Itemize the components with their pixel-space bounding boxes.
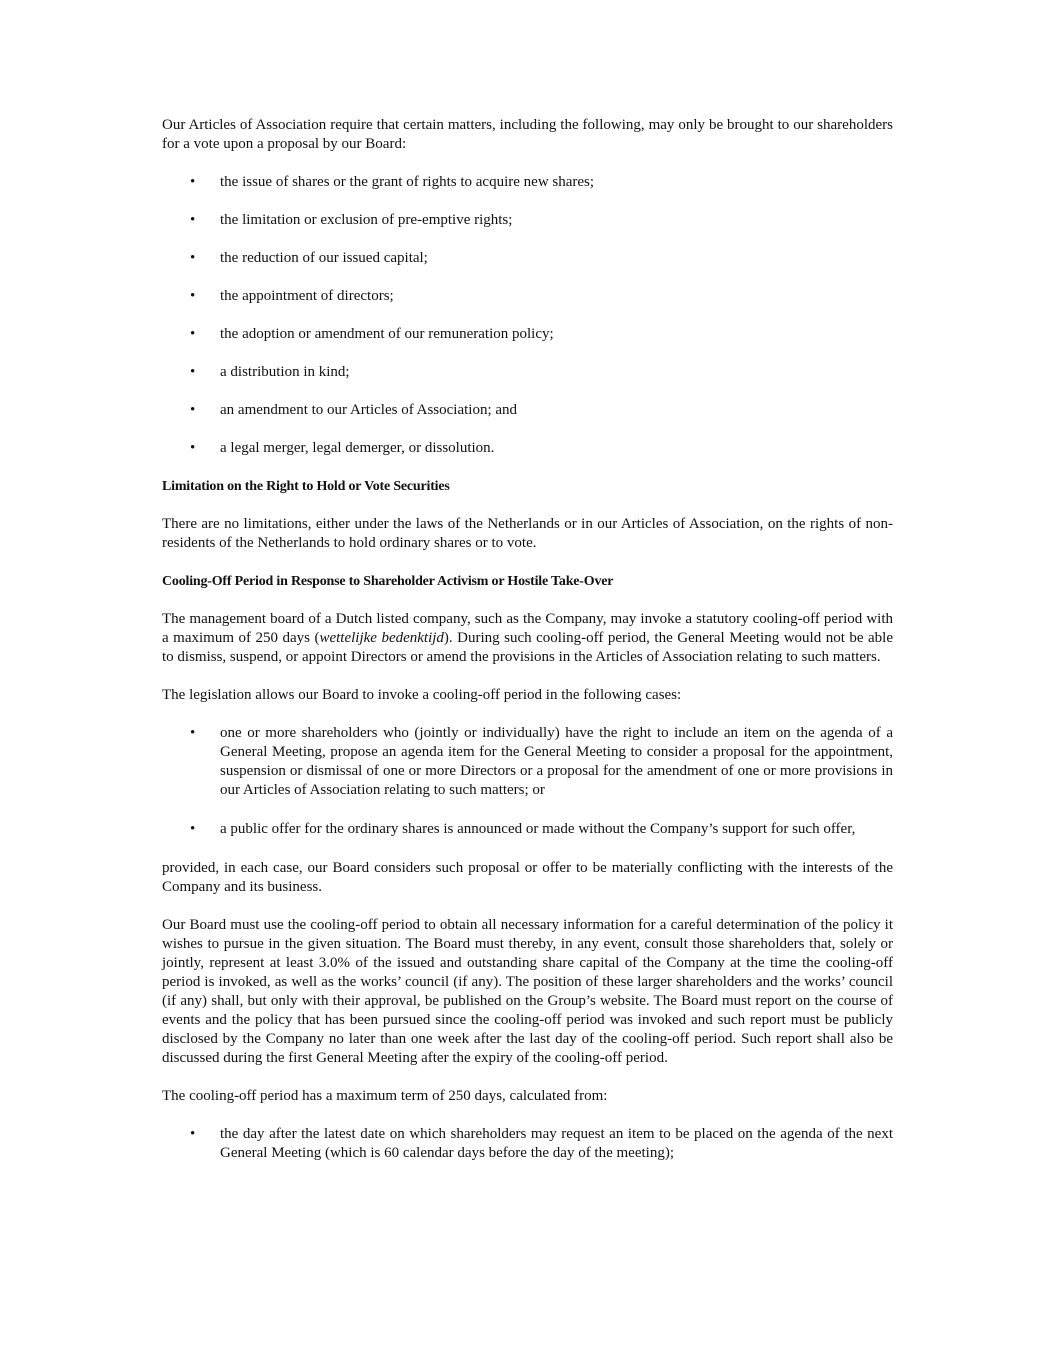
list-item: • the day after the latest date on which shareholders may request an item to be placed on the agenda of the next General Meeting (which is 60 calendar days before the day of the meeting); (190, 1126, 893, 1161)
bullet-icon: • (190, 821, 196, 837)
list-item: • a legal merger, legal demerger, or dissolution. (190, 440, 495, 456)
term-list (162, 1125, 893, 1163)
list-item: • the limitation or exclusion of pre-emptive rights; (190, 212, 513, 228)
document-body (162, 116, 893, 1163)
dutch-term: wettelijke bedenktijd (319, 630, 444, 646)
list-item: • the issue of shares or the grant of rights to acquire new shares; (190, 174, 595, 190)
bullet-icon: • (190, 250, 196, 266)
term-intro-paragraph: The cooling-off period has a maximum term of 250 days, calculated from: (162, 1088, 608, 1104)
list-item: • a public offer for the ordinary shares is announced or made without the Company’s support for such offer, (190, 821, 856, 837)
intro-paragraph: Our Articles of Association require that certain matters, including the following, may only be brought to our shareholders for a vote upon a proposal by our Board: (162, 117, 893, 152)
bullet-icon: • (190, 1126, 196, 1142)
cases-intro-paragraph: The legislation allows our Board to invoke a cooling-off period in the following cases: (162, 687, 682, 703)
proviso-paragraph: provided, in each case, our Board considers such proposal or offer to be materially conflicting with the interests of the Company and its business. (162, 860, 893, 895)
matters-list (162, 173, 893, 458)
list-item: • an amendment to our Articles of Association; and (190, 402, 518, 418)
bullet-icon: • (190, 364, 196, 380)
list-item: • one or more shareholders who (jointly or individually) have the right to include an item on the agenda of a General Meeting, propose an agenda item for the General Meeting to consider a proposal for the appointment, suspension or dismissal of one or more Directors or a proposal for the amendment of one or more provisions in our Articles of Association relating to such matters; or (190, 725, 893, 798)
limitation-paragraph: There are no limitations, either under the laws of the Netherlands or in our Articles of Association, on the rights of non-residents of the Netherlands to hold ordinary shares or to vote. (162, 516, 893, 551)
limitation-heading: Limitation on the Right to Hold or Vote Securities (162, 479, 450, 494)
list-item: • a distribution in kind; (190, 364, 350, 380)
list-item: • the appointment of directors; (190, 288, 394, 304)
bullet-icon: • (190, 212, 196, 228)
cooling-off-paragraph: The management board of a Dutch listed company, such as the Company, may invoke a statutory cooling-off period with a maximum of 250 days (wettelijke bedenktijd). During such cooling-off period, the General Meeting would not be able to dismiss, suspend, or appoint Directors or amend the provisions in the Articles of Association relating to such matters. (162, 611, 893, 665)
list-item: • the reduction of our issued capital; (190, 250, 428, 266)
bullet-icon: • (190, 174, 196, 190)
cooling-off-heading: Cooling-Off Period in Response to Shareholder Activism or Hostile Take-Over (162, 574, 614, 589)
cases-list (162, 724, 893, 839)
board-obligations-paragraph: Our Board must use the cooling-off period to obtain all necessary information for a careful determination of the policy it wishes to pursue in the given situation. The Board must thereby, in any event, consult those shareholders that, solely or jointly, represent at least 3.0% of the issued and outstanding share capital of the Company at the time the cooling-off period is invoked, as well as the works’ council (if any). The position of these larger shareholders and the works’ council (if any) shall, but only with their approval, be published on the Group’s website. The Board must report on the course of events and the policy that has been pursued since the cooling-off period was invoked and such report must be publicly disclosed by the Company no later than one week after the last day of the cooling-off period. Such report shall also be discussed during the first General Meeting after the expiry of the cooling-off period. (162, 917, 893, 1066)
bullet-icon: • (190, 402, 196, 418)
bullet-icon: • (190, 440, 196, 456)
bullet-icon: • (190, 326, 196, 342)
list-item: • the adoption or amendment of our remuneration policy; (190, 326, 554, 342)
bullet-icon: • (190, 725, 196, 741)
bullet-icon: • (190, 288, 196, 304)
